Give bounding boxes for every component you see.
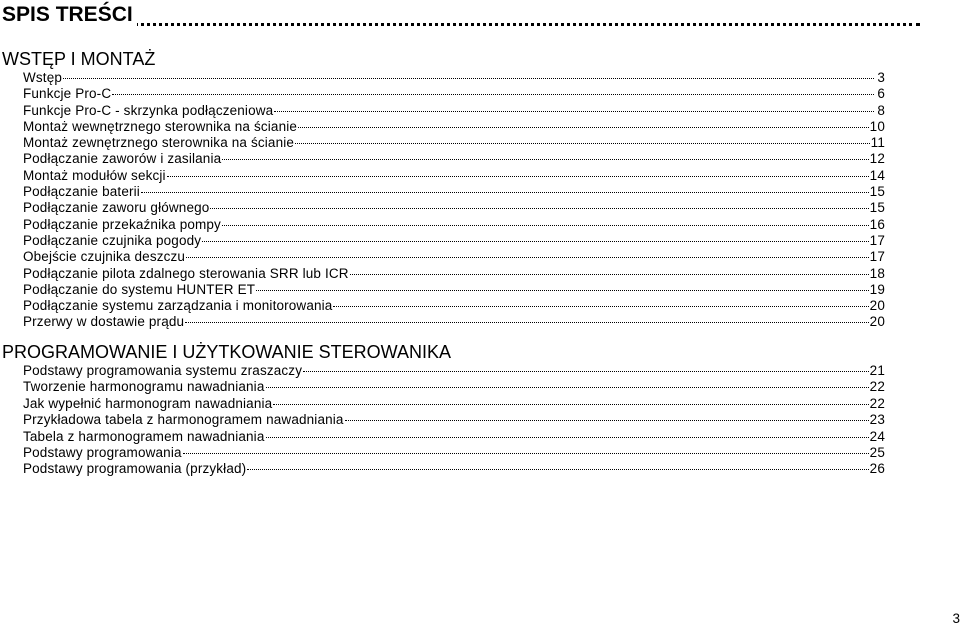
toc-entry[interactable] <box>23 445 885 461</box>
toc-entry[interactable] <box>23 314 885 330</box>
toc-entry-page: 14 <box>869 167 885 183</box>
toc-entry[interactable] <box>23 266 885 282</box>
dot-leader <box>303 371 869 372</box>
dot-leader <box>222 159 868 160</box>
toc-entry-page: 6 <box>877 86 885 102</box>
toc-entry-page: 23 <box>869 412 885 428</box>
dot-leader <box>266 387 869 388</box>
toc-entry-title: Tworzenie harmonogramu nawadniania <box>23 379 265 395</box>
toc-entry-title: Podłączanie zaworu głównego <box>23 200 210 216</box>
toc-entry-title: Obejście czujnika deszczu <box>23 249 186 265</box>
dot-leader <box>273 404 868 405</box>
toc-entry[interactable] <box>23 461 885 477</box>
toc-entry[interactable] <box>23 282 885 298</box>
toc-entry[interactable] <box>23 396 885 412</box>
toc-entry[interactable] <box>23 379 885 395</box>
dot-leader <box>210 208 868 209</box>
toc-entry-title: Podłączanie przekaźnika pompy <box>23 216 221 232</box>
toc-entry-title: Tabela z harmonogramem nawadniania <box>23 428 265 444</box>
toc-entry[interactable] <box>23 249 885 265</box>
dot-leader <box>266 437 869 438</box>
dot-leader <box>112 94 874 95</box>
toc-entry-page: 22 <box>869 395 885 411</box>
toc-entry[interactable] <box>23 70 885 86</box>
toc-entry[interactable] <box>23 86 885 102</box>
toc-list <box>0 70 885 331</box>
toc-entry-title: Podłączanie systemu zarządzania i monitorowania <box>23 298 333 314</box>
toc-entry-page: 3 <box>877 70 885 85</box>
toc-entry-title: Montaż zewnętrznego sterownika na ścianie <box>23 135 295 151</box>
toc-entry-page: 15 <box>869 200 885 216</box>
toc-entry-title: Podłączanie pilota zdalnego sterowania SRR lub ICR <box>23 265 349 281</box>
toc-entry-title: Podstawy programowania <box>23 444 182 460</box>
toc-entry-page: 17 <box>869 232 885 248</box>
toc-entry-title: Przykładowa tabela z harmonogramem nawadniania <box>23 412 344 428</box>
toc-entry-page: 10 <box>869 118 885 134</box>
toc-entry[interactable] <box>23 298 885 314</box>
dot-leader <box>298 127 869 128</box>
toc-entry-page: 25 <box>869 444 885 460</box>
toc-entry-title: Funkcje Pro-C - skrzynka podłączeniowa <box>23 102 274 118</box>
toc-entry-page: 16 <box>869 216 885 232</box>
toc-entry-page: 21 <box>869 363 885 378</box>
dot-leader <box>167 176 869 177</box>
dot-leader <box>274 111 874 112</box>
toc-entry-title: Podstawy programowania systemu zraszaczy <box>23 363 303 378</box>
section-heading: PROGRAMOWANIE I UŻYTKOWANIE STEROWANIKA <box>2 342 452 362</box>
toc-entry[interactable] <box>23 233 885 249</box>
page-number: 3 <box>952 611 960 626</box>
dot-leader <box>141 192 869 193</box>
toc-entry[interactable] <box>23 200 885 216</box>
toc-entry-page: 20 <box>869 298 885 314</box>
dot-leader <box>186 257 869 258</box>
toc-entry[interactable] <box>23 429 885 445</box>
toc-entry[interactable] <box>23 184 885 200</box>
toc-entry-page: 12 <box>869 151 885 167</box>
dot-leader <box>256 290 869 291</box>
toc-entry-page: 11 <box>870 135 885 151</box>
toc-entry[interactable] <box>23 103 885 119</box>
dot-leader <box>202 241 869 242</box>
dot-leader <box>295 143 870 144</box>
dot-leader <box>63 78 874 79</box>
section-heading: WSTĘP I MONTAŻ <box>2 49 156 69</box>
toc-entry[interactable] <box>23 217 885 233</box>
toc-section-programming-usage <box>0 341 885 478</box>
toc-entry-page: 20 <box>869 314 885 330</box>
toc-entry-title: Podłączanie do systemu HUNTER ET <box>23 281 256 297</box>
toc-entry-page: 19 <box>869 281 885 297</box>
dot-leader <box>333 306 868 307</box>
toc-entry[interactable] <box>23 151 885 167</box>
toc-entry[interactable] <box>23 168 885 184</box>
dot-leader <box>183 453 869 454</box>
dot-leader <box>345 420 869 421</box>
toc-entry-title: Przerwy w dostawie prądu <box>23 314 185 330</box>
dot-leader <box>350 274 869 275</box>
toc-entry-page: 17 <box>869 249 885 265</box>
toc-entry-title: Wstęp <box>23 70 63 85</box>
toc-entry-title: Funkcje Pro-C <box>23 86 112 102</box>
toc-entry[interactable] <box>23 363 885 379</box>
toc-entry-title: Podłączanie baterii <box>23 184 140 200</box>
toc-entry[interactable] <box>23 135 885 151</box>
toc-section-intro-installation <box>0 48 885 331</box>
toc-entry-page: 26 <box>869 461 885 477</box>
page-title-text: SPIS TREŚCI <box>2 4 137 26</box>
toc-entry-page: 22 <box>869 379 885 395</box>
dot-leader <box>222 225 869 226</box>
toc-entry[interactable] <box>23 119 885 135</box>
toc-entry-title: Montaż wewnętrznego sterownika na ścianie <box>23 118 298 134</box>
page-title <box>2 2 920 26</box>
toc-entry-title: Podłączanie zaworów i zasilania <box>23 151 222 167</box>
toc-entry-page: 8 <box>877 102 885 118</box>
toc-entry-page: 18 <box>869 265 885 281</box>
toc-entry-title: Podstawy programowania (przykład) <box>23 461 247 477</box>
toc-entry-title: Montaż modułów sekcji <box>23 167 166 183</box>
toc-entry-title: Jak wypełnić harmonogram nawadniania <box>23 395 273 411</box>
toc-entry-page: 24 <box>869 428 885 444</box>
toc-entry-title: Podłączanie czujnika pogody <box>23 232 202 248</box>
toc-list <box>0 363 885 478</box>
dot-leader <box>247 469 868 470</box>
toc-entry[interactable] <box>23 412 885 428</box>
toc-entry-page: 15 <box>869 184 885 200</box>
dot-leader <box>185 322 869 323</box>
